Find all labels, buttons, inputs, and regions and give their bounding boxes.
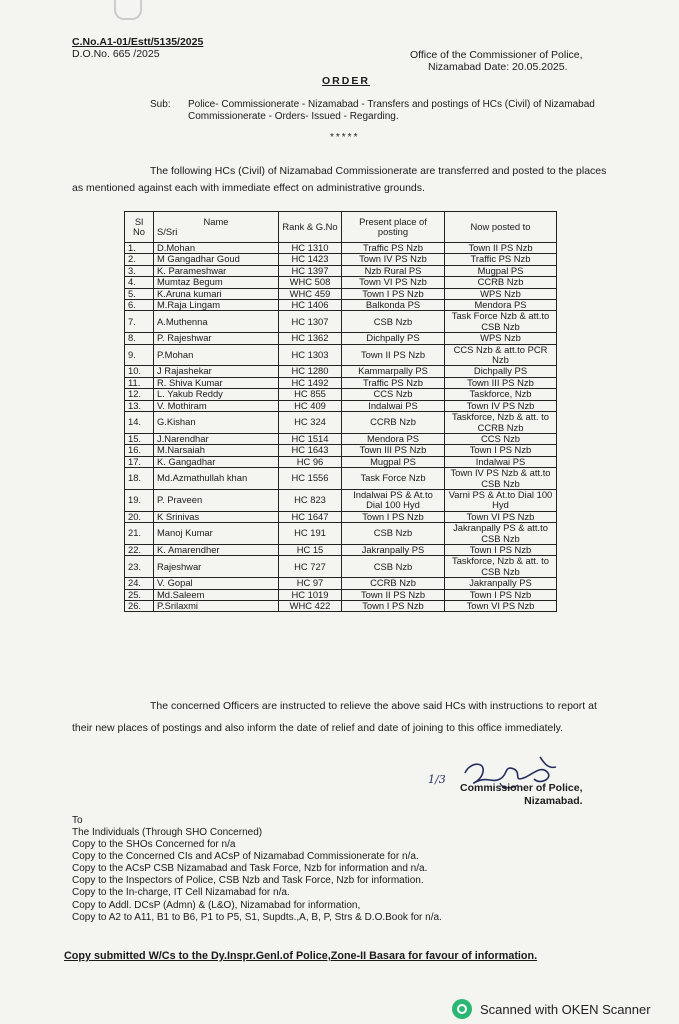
row-rank: WHC 422 — [279, 601, 342, 612]
row-name: M Gangadhar Goud — [154, 254, 279, 265]
row-sl-no: 23. — [125, 556, 154, 578]
header-rank: Rank & G.No — [279, 212, 342, 243]
row-present-posting: CSB Nzb — [342, 523, 445, 545]
row-sl-no: 8. — [125, 333, 154, 344]
row-present-posting: Town VI PS Nzb — [342, 277, 445, 288]
signatory-location: Nizamabad. — [524, 795, 583, 807]
row-sl-no: 26. — [125, 601, 154, 612]
row-rank: HC 1397 — [279, 265, 342, 276]
row-sl-no: 5. — [125, 288, 154, 299]
table-row — [125, 433, 557, 444]
copy-submitted-note: Copy submitted W/Cs to the Dy.Inspr.Genl.of Police,Zone-II Basara for favour of information. — [64, 950, 538, 962]
scanner-watermark — [452, 999, 651, 1019]
row-name: M.Narsaiah — [154, 445, 279, 456]
row-present-posting: CSB Nzb — [342, 311, 445, 333]
reference-number: C.No.A1-01/Estt/5135/2025 — [72, 36, 204, 48]
row-present-posting: Town I PS Nzb — [342, 511, 445, 522]
distribution-line: Copy to the Concerned CIs and ACsP of Nizamabad Commissionerate for n/a. — [72, 851, 419, 863]
row-name: V. Mothiram — [154, 400, 279, 411]
row-rank: HC 1406 — [279, 300, 342, 311]
row-present-posting: Town III PS Nzb — [342, 445, 445, 456]
table-row — [125, 344, 557, 366]
watermark-text: Scanned with OKEN Scanner — [480, 1001, 651, 1017]
row-now-posted: Town I PS Nzb — [445, 589, 557, 600]
table-row — [125, 578, 557, 589]
table-header-row — [125, 212, 557, 243]
row-present-posting: Task Force Nzb — [342, 468, 445, 490]
row-name: K Srinivas — [154, 511, 279, 522]
signatory-block — [460, 782, 583, 808]
table-row — [125, 366, 557, 377]
row-present-posting: Nzb Rural PS — [342, 265, 445, 276]
row-sl-no: 14. — [125, 412, 154, 434]
row-sl-no: 6. — [125, 300, 154, 311]
row-sl-no: 2. — [125, 254, 154, 265]
row-sl-no: 21. — [125, 523, 154, 545]
row-now-posted: Town IV PS Nzb & att.to CSB Nzb — [445, 468, 557, 490]
transfer-table — [124, 211, 557, 612]
header-name-prefix: S/Sri — [157, 226, 178, 237]
row-sl-no: 11. — [125, 377, 154, 388]
separator: ***** — [330, 132, 360, 143]
row-now-posted: CCRB Nzb — [445, 277, 557, 288]
row-present-posting: Town I PS Nzb — [342, 288, 445, 299]
table-row — [125, 589, 557, 600]
row-rank: HC 823 — [279, 489, 342, 511]
table-row — [125, 243, 557, 254]
row-now-posted: Dichpally PS — [445, 366, 557, 377]
row-now-posted: Town III PS Nzb — [445, 377, 557, 388]
row-sl-no: 15. — [125, 433, 154, 444]
header-name-title: Name — [203, 215, 229, 227]
row-name: A.Muthenna — [154, 311, 279, 333]
table-body — [125, 243, 557, 612]
row-name: Manoj Kumar — [154, 523, 279, 545]
row-now-posted: Town I PS Nzb — [445, 445, 557, 456]
row-now-posted: Jakranpally PS — [445, 578, 557, 589]
row-rank: HC 855 — [279, 389, 342, 400]
row-rank: HC 191 — [279, 523, 342, 545]
header-now-posted: Now posted to — [445, 212, 557, 243]
row-now-posted: Jakranpally PS & att.to CSB Nzb — [445, 523, 557, 545]
row-now-posted: Indalwai PS — [445, 456, 557, 467]
table-row — [125, 311, 557, 333]
table-row — [125, 489, 557, 511]
row-present-posting: Town II PS Nzb — [342, 344, 445, 366]
table-row — [125, 254, 557, 265]
distribution-line: Copy to A2 to A11, B1 to B6, P1 to P5, S1, Supdts.,A, B, P, Strs & D.O.Book for n/a. — [72, 911, 442, 923]
row-name: J.Narendhar — [154, 433, 279, 444]
row-name: P. Praveen — [154, 489, 279, 511]
table-row — [125, 601, 557, 612]
row-present-posting: Dichpally PS — [342, 333, 445, 344]
row-rank: HC 1310 — [279, 243, 342, 254]
row-name: Rajeshwar — [154, 556, 279, 578]
row-rank: HC 15 — [279, 544, 342, 555]
row-name: K.Aruna kumari — [154, 288, 279, 299]
row-sl-no: 1. — [125, 243, 154, 254]
row-now-posted: Taskforce, Nzb & att. to CCRB Nzb — [445, 412, 557, 434]
row-present-posting: Traffic PS Nzb — [342, 243, 445, 254]
table-row — [125, 333, 557, 344]
table-row — [125, 400, 557, 411]
row-rank: HC 1019 — [279, 589, 342, 600]
row-name: M.Raja Lingam — [154, 300, 279, 311]
row-sl-no: 3. — [125, 265, 154, 276]
order-title: ORDER — [322, 75, 370, 87]
row-present-posting: Mendora PS — [342, 433, 445, 444]
distribution-line: Copy to the In-charge, IT Cell Nizamabad for n/a. — [72, 887, 290, 899]
table-row — [125, 377, 557, 388]
row-sl-no: 24. — [125, 578, 154, 589]
row-rank: HC 1514 — [279, 433, 342, 444]
row-name: G.Kishan — [154, 412, 279, 434]
scanner-logo-icon — [452, 999, 472, 1019]
distribution-list — [72, 827, 442, 924]
row-name: P. Rajeshwar — [154, 333, 279, 344]
table-row — [125, 277, 557, 288]
row-present-posting: Kammarpally PS — [342, 366, 445, 377]
intro-paragraph: The following HCs (Civil) of Nizamabad Commissionerate are transferred and posted to the places as mentioned against each with immediate effect on administrative grounds. — [72, 165, 607, 194]
subject-text: Police- Commissionerate - Nizamabad - Transfers and postings of HCs (Civil) of Nizamabad Commissionerate - Orders- Issued - Regarding. — [188, 99, 595, 122]
row-now-posted: Traffic PS Nzb — [445, 254, 557, 265]
table-row — [125, 265, 557, 276]
table-row — [125, 511, 557, 522]
row-now-posted: Town II PS Nzb — [445, 243, 557, 254]
row-name: V. Gopal — [154, 578, 279, 589]
table-row — [125, 456, 557, 467]
row-now-posted: Varni PS & At.to Dial 100 Hyd — [445, 489, 557, 511]
distribution-line: Copy to the ACsP CSB Nizamabad and Task Force, Nzb for information and n/a. — [72, 863, 428, 875]
row-now-posted: CCS Nzb & att.to PCR Nzb — [445, 344, 557, 366]
distribution-line: The Individuals (Through SHO Concerned) — [72, 827, 263, 838]
to-label: To — [72, 815, 83, 826]
table-row — [125, 288, 557, 299]
row-name: Md.Saleem — [154, 589, 279, 600]
table-row — [125, 412, 557, 434]
office-name: Office of the Commissioner of Police, — [410, 49, 583, 61]
table-row — [125, 389, 557, 400]
row-sl-no: 13. — [125, 400, 154, 411]
row-rank: HC 96 — [279, 456, 342, 467]
row-rank: HC 1362 — [279, 333, 342, 344]
row-sl-no: 9. — [125, 344, 154, 366]
table-row — [125, 544, 557, 555]
signatory-title: Commissioner of Police, — [460, 782, 583, 794]
row-sl-no: 25. — [125, 589, 154, 600]
row-present-posting: CCRB Nzb — [342, 578, 445, 589]
row-rank: HC 97 — [279, 578, 342, 589]
row-name: L. Yakub Reddy — [154, 389, 279, 400]
row-rank: HC 1647 — [279, 511, 342, 522]
office-date: Nizamabad Date: 20.05.2025. — [428, 61, 568, 73]
table-row — [125, 445, 557, 456]
row-sl-no: 10. — [125, 366, 154, 377]
row-present-posting: Indalwai PS & At.to Dial 100 Hyd — [342, 489, 445, 511]
office-block — [410, 49, 583, 73]
row-now-posted: Town I PS Nzb — [445, 544, 557, 555]
row-rank: HC 1643 — [279, 445, 342, 456]
row-now-posted: Task Force Nzb & att.to CSB Nzb — [445, 311, 557, 333]
row-now-posted: Taskforce, Nzb & att. to CSB Nzb — [445, 556, 557, 578]
row-present-posting: Jakranpally PS — [342, 544, 445, 555]
header-name — [154, 212, 279, 243]
row-name: J Rajashekar — [154, 366, 279, 377]
row-now-posted: WPS Nzb — [445, 333, 557, 344]
row-sl-no: 20. — [125, 511, 154, 522]
row-sl-no: 17. — [125, 456, 154, 467]
row-present-posting: CCS Nzb — [342, 389, 445, 400]
row-now-posted: Town VI PS Nzb — [445, 511, 557, 522]
row-name: P.Mohan — [154, 344, 279, 366]
row-present-posting: Mugpal PS — [342, 456, 445, 467]
reference-block — [72, 36, 203, 60]
row-present-posting: Town II PS Nzb — [342, 589, 445, 600]
table-row — [125, 300, 557, 311]
row-name: K. Parameshwar — [154, 265, 279, 276]
row-rank: HC 1280 — [279, 366, 342, 377]
row-now-posted: CCS Nzb — [445, 433, 557, 444]
table-row — [125, 468, 557, 490]
row-name: Mumtaz Begum — [154, 277, 279, 288]
row-rank: HC 409 — [279, 400, 342, 411]
row-present-posting: Indalwai PS — [342, 400, 445, 411]
row-present-posting: Traffic PS Nzb — [342, 377, 445, 388]
paper-clip-mark — [114, 0, 142, 20]
row-rank: HC 1303 — [279, 344, 342, 366]
row-present-posting: Town I PS Nzb — [342, 601, 445, 612]
row-rank: HC 1307 — [279, 311, 342, 333]
subject-label: Sub: — [150, 99, 171, 110]
row-sl-no: 22. — [125, 544, 154, 555]
row-name: K. Gangadhar — [154, 456, 279, 467]
row-rank: HC 1556 — [279, 468, 342, 490]
header-present-posting: Present place of posting — [342, 212, 445, 243]
row-name: P.Srilaxmi — [154, 601, 279, 612]
row-present-posting: Town IV PS Nzb — [342, 254, 445, 265]
row-name: R. Shiva Kumar — [154, 377, 279, 388]
row-rank: WHC 508 — [279, 277, 342, 288]
row-sl-no: 19. — [125, 489, 154, 511]
row-sl-no: 16. — [125, 445, 154, 456]
row-name: D.Mohan — [154, 243, 279, 254]
row-rank: WHC 459 — [279, 288, 342, 299]
distribution-line: Copy to the Inspectors of Police, CSB Nzb and Task Force, Nzb for information. — [72, 875, 424, 887]
table-row — [125, 523, 557, 545]
row-present-posting: CCRB Nzb — [342, 412, 445, 434]
row-now-posted: Town IV PS Nzb — [445, 400, 557, 411]
table-row — [125, 556, 557, 578]
distribution-line: Copy to Addl. DCsP (Admn) & (L&O), Nizamabad for information, — [72, 899, 361, 911]
instruction-paragraph: The concerned Officers are instructed to relieve the above said HCs with instructions to report at their new places of postings and also inform the date of relief and date of joining to this office immediately. — [72, 700, 597, 734]
row-rank: HC 1423 — [279, 254, 342, 265]
row-now-posted: Town VI PS Nzb — [445, 601, 557, 612]
row-now-posted: Mugpal PS — [445, 265, 557, 276]
row-name: K. Amarendher — [154, 544, 279, 555]
row-now-posted: Mendora PS — [445, 300, 557, 311]
row-rank: HC 727 — [279, 556, 342, 578]
row-now-posted: Taskforce, Nzb — [445, 389, 557, 400]
signature-annotation: 1/3 — [428, 773, 446, 786]
distribution-line: Copy to the SHOs Concerned for n/a — [72, 839, 236, 851]
row-sl-no: 4. — [125, 277, 154, 288]
row-present-posting: Balkonda PS — [342, 300, 445, 311]
row-sl-no: 7. — [125, 311, 154, 333]
row-name: Md.Azmathullah khan — [154, 468, 279, 490]
do-number: D.O.No. 665 /2025 — [72, 48, 160, 60]
row-rank: HC 1492 — [279, 377, 342, 388]
row-sl-no: 18. — [125, 468, 154, 490]
row-now-posted: WPS Nzb — [445, 288, 557, 299]
row-sl-no: 12. — [125, 389, 154, 400]
row-present-posting: CSB Nzb — [342, 556, 445, 578]
header-sl-no: Sl No — [125, 212, 154, 243]
row-rank: HC 324 — [279, 412, 342, 434]
